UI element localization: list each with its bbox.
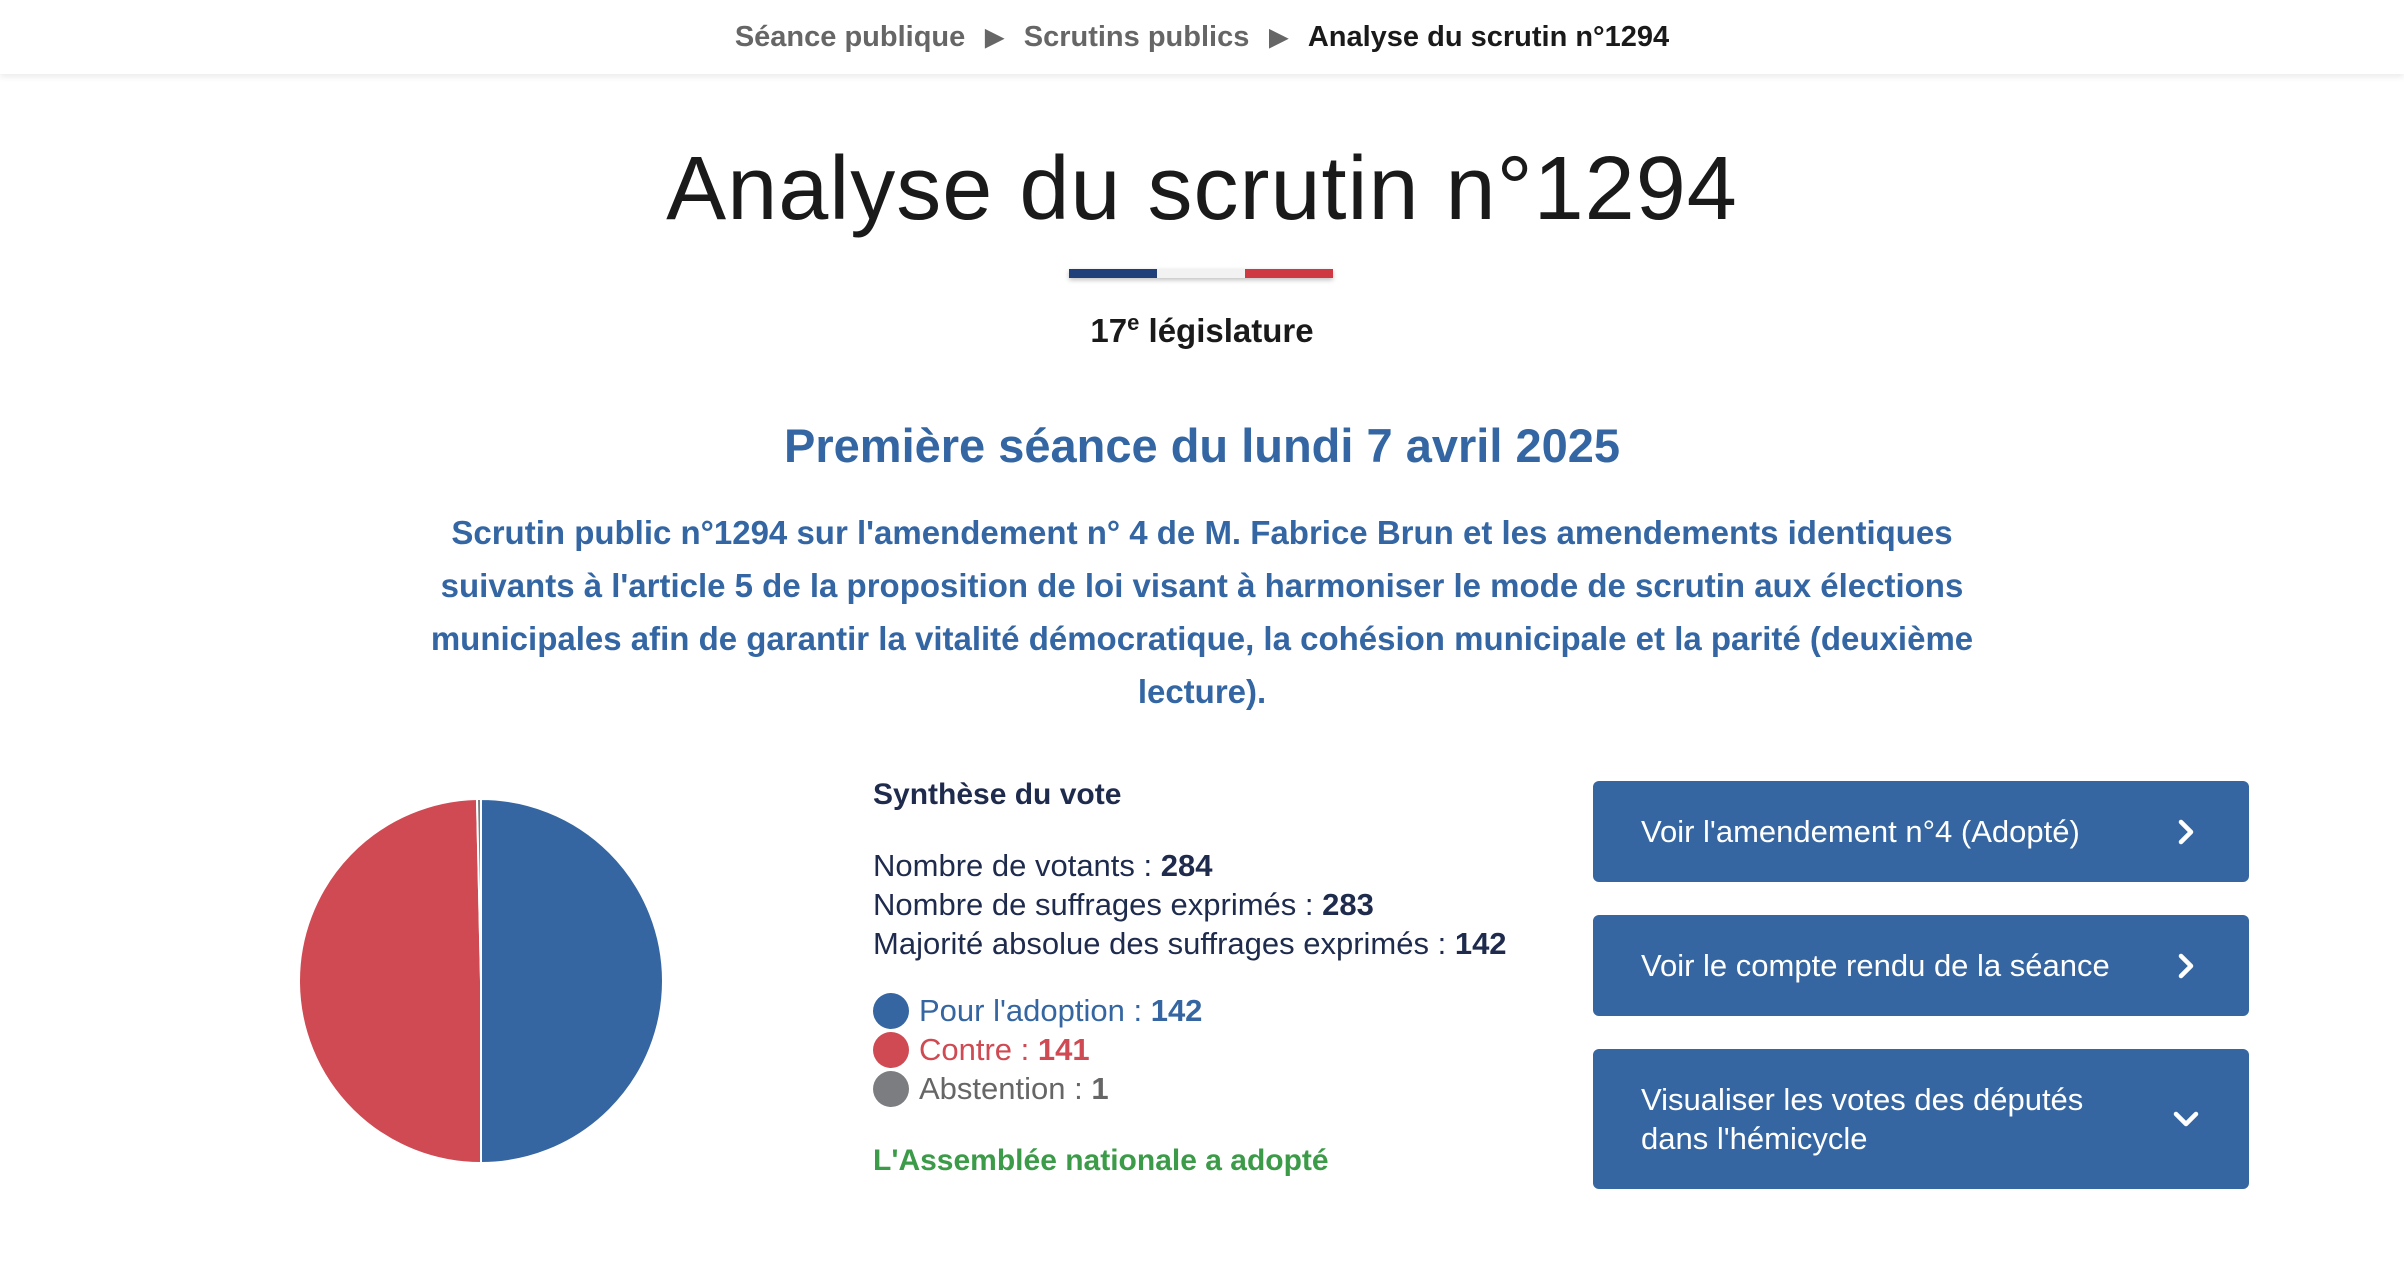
legislature-number: 17 — [1090, 312, 1128, 349]
visualize-hemicycle-label: Visualiser les votes des députés dans l'hémicycle — [1641, 1082, 2084, 1156]
flag-red-segment — [1245, 269, 1333, 278]
breadcrumb — [735, 21, 1669, 54]
stat-suffrages — [873, 885, 1593, 924]
top-bar — [0, 0, 2404, 74]
flag-blue-segment — [1069, 269, 1157, 278]
vote-legend — [873, 991, 1593, 1108]
scrutin-description: Scrutin public n°1294 sur l'amendement n° 4 de M. Fabrice Brun et les amendements identiques suivants à l'article 5 de la proposition de loi visant à harmoniser le mode de scrutin aux élections municipales afin de garantir la vitalité démocratique, la cohésion municipale et la parité (deuxième lecture). — [430, 514, 1974, 710]
vote-summary — [873, 778, 1593, 1178]
legend-pour-value: 142 — [1150, 993, 1203, 1028]
breadcrumb-seance-publique[interactable]: Séance publique — [734, 20, 966, 53]
vote-summary-title: Synthèse du vote — [873, 778, 1122, 811]
tricolor-divider — [1069, 269, 1333, 278]
stat-majorite-label: Majorité absolue des suffrages exprimés : — [873, 926, 1455, 961]
breadcrumb-current: Analyse du scrutin n°1294 — [1307, 20, 1670, 53]
legislature-label — [0, 310, 2404, 350]
legend-contre-label: Contre : — [919, 1032, 1030, 1067]
vote-stats — [873, 846, 1593, 963]
breadcrumb-scrutins-publics[interactable]: Scrutins publics — [1023, 20, 1250, 53]
action-buttons — [1593, 781, 2249, 1222]
stat-majorite-value: 142 — [1454, 926, 1507, 961]
view-compte-rendu-button[interactable] — [1593, 915, 2249, 1016]
legend-contre — [873, 1030, 1593, 1069]
chevron-right-icon — [2171, 817, 2201, 847]
visualize-hemicycle-button[interactable] — [1593, 1049, 2249, 1189]
view-amendment-label: Voir l'amendement n°4 (Adopté) — [1641, 814, 2080, 849]
legend-contre-dot — [873, 1032, 909, 1068]
flag-white-segment — [1157, 269, 1245, 278]
stat-suffrages-label: Nombre de suffrages exprimés : — [873, 887, 1323, 922]
legend-contre-value: 141 — [1037, 1032, 1090, 1067]
legislature-suffix: e — [1127, 310, 1140, 335]
page-title: Analyse du scrutin n°1294 — [666, 139, 1738, 239]
chevron-right-icon: ▶ — [985, 23, 1004, 51]
stat-votants-label: Nombre de votants : — [873, 848, 1161, 883]
seance-title: Première séance du lundi 7 avril 2025 — [784, 419, 1620, 472]
vote-pie-chart — [296, 796, 666, 1166]
stat-votants — [873, 846, 1593, 885]
view-compte-rendu-label: Voir le compte rendu de la séance — [1641, 948, 2110, 983]
chevron-right-icon: ▶ — [1269, 23, 1288, 51]
legend-pour-label: Pour l'adoption : — [919, 993, 1143, 1028]
stat-majorite — [873, 924, 1593, 963]
legend-abstention-dot — [873, 1071, 909, 1107]
stat-votants-value: 284 — [1160, 848, 1213, 883]
legend-pour-dot — [873, 993, 909, 1029]
legend-abstention — [873, 1069, 1593, 1108]
chevron-down-icon — [2171, 1104, 2201, 1134]
vote-result: L'Assemblée nationale a adopté — [873, 1144, 1329, 1177]
pie-slice-pour-l-adoption — [481, 799, 663, 1163]
stat-suffrages-value: 283 — [1322, 887, 1374, 922]
legend-abstention-label: Abstention : — [919, 1071, 1083, 1106]
view-amendment-button[interactable] — [1593, 781, 2249, 882]
legend-abstention-value: 1 — [1091, 1071, 1109, 1106]
pie-slice-contre — [299, 799, 481, 1163]
legend-pour — [873, 991, 1593, 1030]
legislature-text: législature — [1148, 312, 1314, 349]
chevron-right-icon — [2171, 951, 2201, 981]
